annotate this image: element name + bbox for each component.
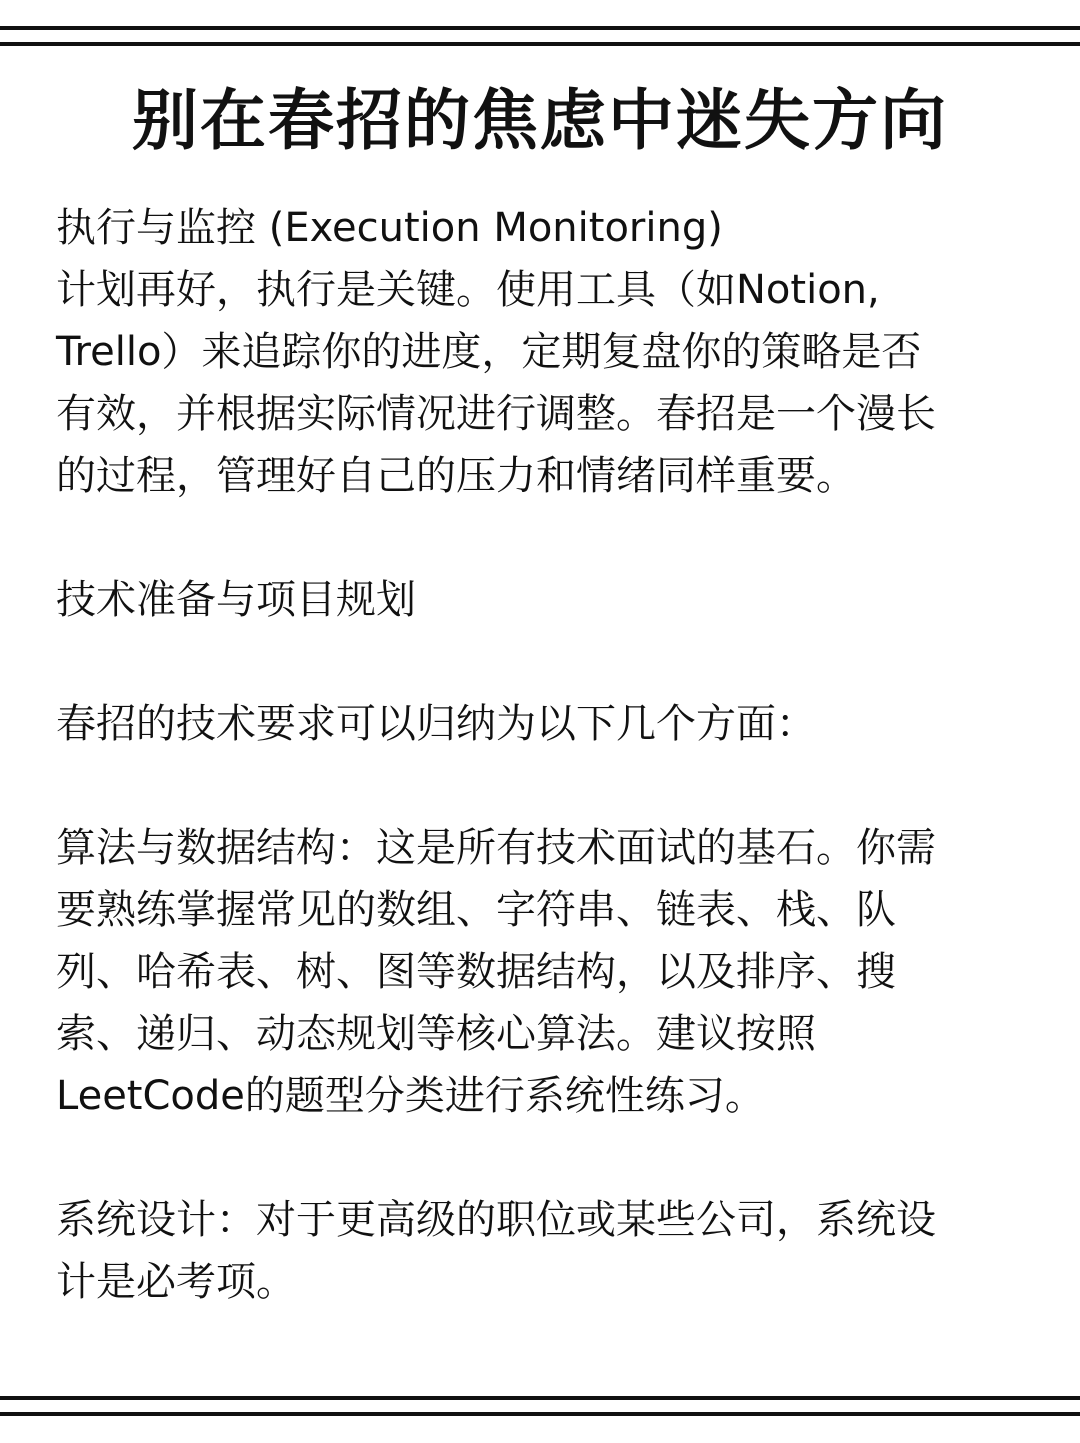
paragraph-execution-monitoring	[56, 197, 1056, 507]
paragraph-algorithms-data-structures	[56, 817, 1056, 1127]
section-heading-tech-prep	[56, 569, 1056, 631]
text-line: 计划再好，执行是关键。使用工具（如Notion,	[56, 267, 880, 313]
text-line: 列、哈希表、树、图等数据结构，以及排序、搜	[56, 949, 896, 995]
bottom-border-line-inner	[0, 1412, 1080, 1416]
text-line: 有效，并根据实际情况进行调整。春招是一个漫长	[56, 391, 936, 437]
text-line: 要熟练掌握常见的数组、字符串、链表、栈、队	[56, 887, 896, 933]
article-body	[56, 197, 1056, 1313]
top-border-line-inner	[0, 42, 1080, 46]
text-line: LeetCode的题型分类进行系统性练习。	[56, 1073, 765, 1119]
text-line: Trello）来追踪你的进度，定期复盘你的策略是否	[56, 329, 922, 375]
text-line: 的过程，管理好自己的压力和情绪同样重要。	[56, 453, 856, 499]
text-line: 计是必考项。	[56, 1259, 296, 1305]
text-line: 系统设计：对于更高级的职位或某些公司，系统设	[56, 1197, 936, 1243]
page-title: 别在春招的焦虑中迷失方向	[132, 82, 948, 159]
paragraph-system-design	[56, 1189, 1056, 1313]
text-line: 索、递归、动态规划等核心算法。建议按照	[56, 1011, 816, 1057]
top-border-line-outer	[0, 26, 1080, 30]
paragraph-tech-requirements-intro	[56, 693, 1056, 755]
text-line: 算法与数据结构：这是所有技术面试的基石。你需	[56, 825, 936, 871]
bottom-border-line-outer	[0, 1396, 1080, 1400]
text-line: 春招的技术要求可以归纳为以下几个方面：	[56, 701, 816, 747]
text-line: 执行与监控 (Execution Monitoring)	[56, 205, 723, 251]
text-line: 技术准备与项目规划	[56, 577, 416, 623]
